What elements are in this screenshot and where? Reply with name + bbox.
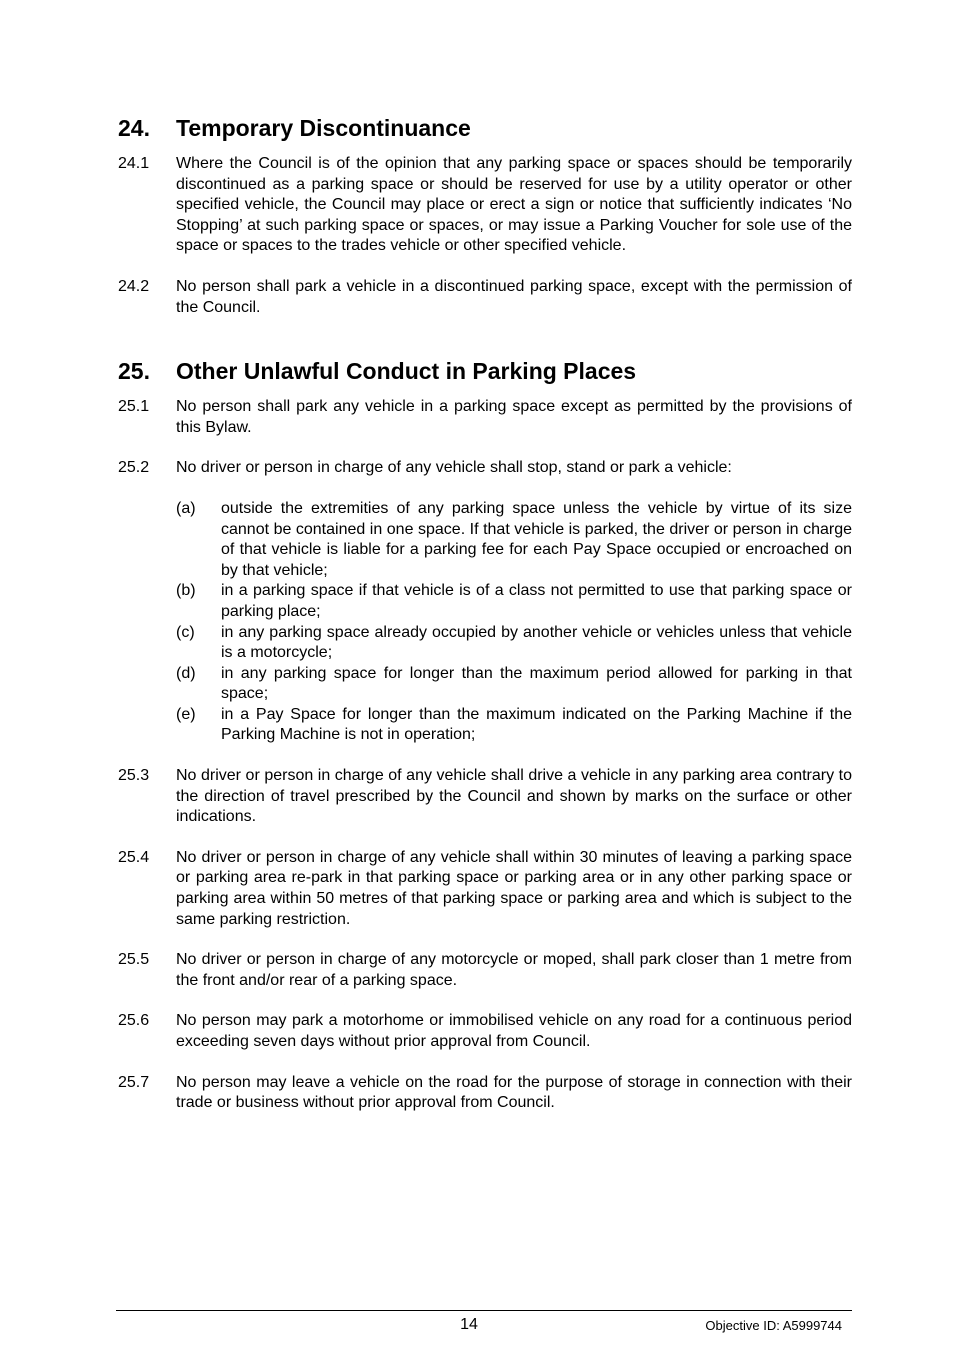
clause-25-1 — [118, 397, 852, 438]
item-e-label: (e) — [176, 705, 196, 723]
clause-25-4-number: 25.4 — [118, 848, 150, 866]
section-25-title: Other Unlawful Conduct in Parking Places — [176, 358, 637, 385]
item-b-text: in a parking space if that vehicle is of a class not permitted to use that parking space or parking place; — [221, 582, 852, 620]
clause-25-3-number: 25.3 — [118, 767, 150, 785]
clause-24-2-number: 24.2 — [118, 277, 150, 295]
clause-25-2-item-c — [176, 623, 852, 664]
item-a-label: (a) — [176, 499, 196, 517]
section-24-number: 24. — [118, 115, 150, 141]
clause-25-2-item-e — [176, 705, 852, 746]
item-d-text: in any parking space for longer than the maximum period allowed for parking in that space; — [221, 664, 852, 703]
clause-25-2-item-a — [176, 499, 852, 581]
item-c-text: in any parking space already occupied by another vehicle or vehicles unless that vehicle is a motorcycle; — [221, 623, 852, 662]
item-e-text: in a Pay Space for longer than the maximum indicated on the Parking Machine if the Parking Machine is not in operation; — [221, 705, 852, 744]
clause-25-2-text: No driver or person in charge of any vehicle shall stop, stand or park a vehicle: — [176, 459, 732, 477]
clause-25-4 — [118, 848, 852, 930]
objective-id: Objective ID: A5999744 — [705, 1318, 842, 1333]
section-25-heading — [118, 355, 852, 387]
clause-25-3 — [118, 766, 852, 828]
clause-25-6-text: No person may park a motorhome or immobilised vehicle on any road for a continuous period exceeding seven days without prior approval from Council. — [176, 1012, 852, 1050]
clause-24-2-text: No person shall park a vehicle in a discontinued parking space, except with the permission of the Council. — [176, 277, 852, 316]
section-24-title: Temporary Discontinuance — [176, 115, 471, 141]
item-c-label: (c) — [176, 623, 195, 641]
clause-25-5-text: No driver or person in charge of any motorcycle or moped, shall park closer than 1 metre from the front and/or rear of a parking space. — [176, 951, 852, 989]
page-number: 14 — [460, 1316, 478, 1333]
clause-25-1-text: No person shall park any vehicle in a parking space except as permitted by the provisions of this Bylaw. — [176, 398, 852, 436]
section-25-number: 25. — [118, 358, 150, 385]
clause-25-2-item-b — [176, 581, 852, 622]
clause-25-4-text: No driver or person in charge of any vehicle shall within 30 minutes of leaving a parking space or parking area re-park in that parking space or parking area or in any other parking space or parking area within 50 metres of that parking space or parking area and which is subject to the same parking restriction. — [176, 848, 852, 928]
item-d-label: (d) — [176, 664, 196, 682]
footer-divider — [116, 1310, 852, 1311]
clause-25-1-number: 25.1 — [118, 398, 150, 416]
clause-25-3-text: No driver or person in charge of any vehicle shall drive a vehicle in any parking area contrary to the direction of travel prescribed by the Council and shown by marks on the surface or other indications. — [176, 767, 852, 826]
clause-24-2 — [118, 277, 852, 318]
section-24-heading — [118, 112, 852, 144]
clause-25-5-number: 25.5 — [118, 951, 150, 969]
clause-25-2 — [118, 458, 852, 479]
clause-25-2-number: 25.2 — [118, 459, 150, 477]
clause-24-1 — [118, 154, 852, 257]
clause-25-2-item-d — [176, 664, 852, 705]
clause-24-1-number: 24.1 — [118, 155, 150, 172]
document-page — [118, 112, 852, 1114]
clause-25-7-text: No person may leave a vehicle on the road for the purpose of storage in connection with their trade or business without prior approval from Council. — [176, 1073, 852, 1112]
item-a-text: outside the extremities of any parking space unless the vehicle by virtue of its size cannot be contained in one space. If that vehicle is parked, the driver or person in charge of that vehicle is liable for a parking fee for each Pay Space occupied or encroached on by that vehicle; — [221, 499, 852, 579]
clause-25-6 — [118, 1011, 852, 1052]
clause-25-7 — [118, 1073, 852, 1114]
item-b-label: (b) — [176, 582, 196, 600]
clause-25-5 — [118, 950, 852, 991]
clause-24-1-text: Where the Council is of the opinion that any parking space or spaces should be temporarily discontinued as a parking space or should be reserved for use by a utility operator or other specified vehicle, the Council may place or erect a sign or notice that sufficiently indicates ‘No Stopping’ at such parking space or spaces, or may issue a Parking Voucher for sole use of the space or spaces to the trades vehicle or other specified vehicle. — [176, 155, 852, 255]
clause-25-7-number: 25.7 — [118, 1073, 150, 1091]
clause-25-6-number: 25.6 — [118, 1012, 150, 1030]
